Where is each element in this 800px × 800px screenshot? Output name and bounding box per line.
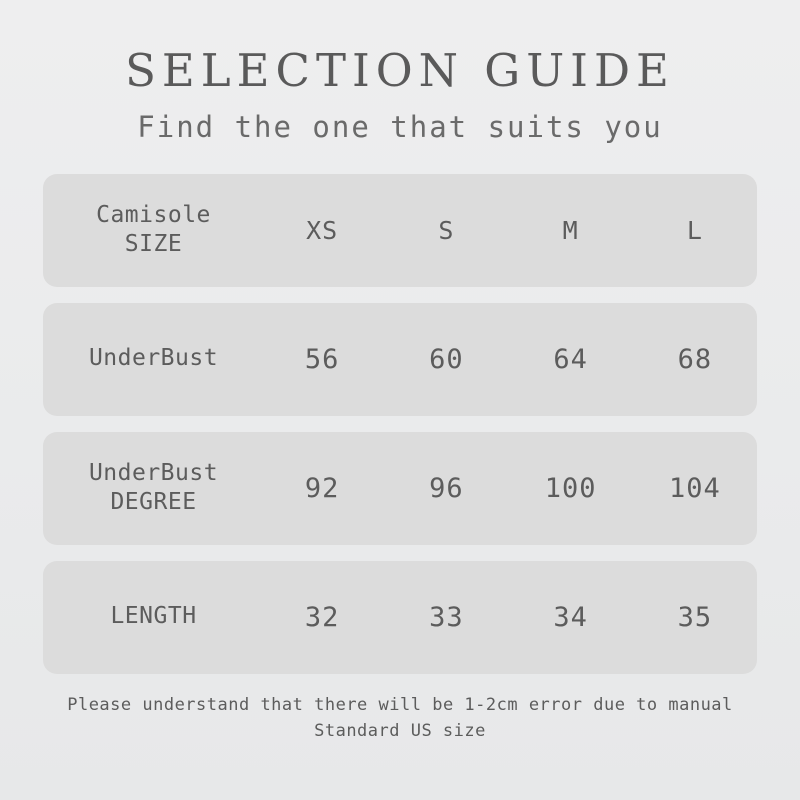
row-label-line1: UnderBust <box>88 459 219 486</box>
cell-underbust-m: 64 <box>553 343 588 375</box>
page-title: SELECTION GUIDE <box>125 44 675 97</box>
table-header-label <box>43 201 260 260</box>
column-header-m: M <box>562 215 579 245</box>
page-subtitle: Find the one that suits you <box>137 109 663 144</box>
table-row <box>43 432 757 545</box>
row-label-line1: LENGTH <box>110 603 197 630</box>
size-chart-table <box>43 174 757 674</box>
row-label-length <box>43 602 260 631</box>
cell-underbust-degree-l: 104 <box>668 472 721 504</box>
row-label-line1: UnderBust <box>88 345 219 372</box>
footer-note-line1: Please understand that there will be 1-2cm error due to manual <box>67 694 733 715</box>
page-header <box>0 0 800 144</box>
table-header-label-line1: Camisole <box>96 201 211 228</box>
cell-underbust-degree-s: 96 <box>429 472 464 504</box>
row-label-underbust <box>43 344 260 373</box>
cell-underbust-l: 68 <box>677 343 713 375</box>
table-header-label-line2: SIZE <box>124 231 183 257</box>
cell-length-s: 33 <box>429 601 464 633</box>
cell-underbust-s: 60 <box>429 343 464 375</box>
cell-length-l: 35 <box>677 601 713 633</box>
cell-underbust-xs: 56 <box>304 343 340 375</box>
row-label-line2: DEGREE <box>110 489 197 515</box>
column-header-s: S <box>438 215 455 245</box>
cell-length-xs: 32 <box>304 601 340 633</box>
table-row <box>43 561 757 674</box>
table-header-row <box>43 174 757 287</box>
row-label-underbust-degree <box>43 459 260 518</box>
footer-note-line2: Standard US size <box>314 720 486 741</box>
cell-length-m: 34 <box>553 601 588 633</box>
footer-note <box>0 692 800 745</box>
column-header-xs: XS <box>306 215 339 245</box>
table-row <box>43 303 757 416</box>
column-header-l: L <box>686 215 703 245</box>
cell-underbust-degree-xs: 92 <box>304 472 340 504</box>
cell-underbust-degree-m: 100 <box>544 472 597 504</box>
